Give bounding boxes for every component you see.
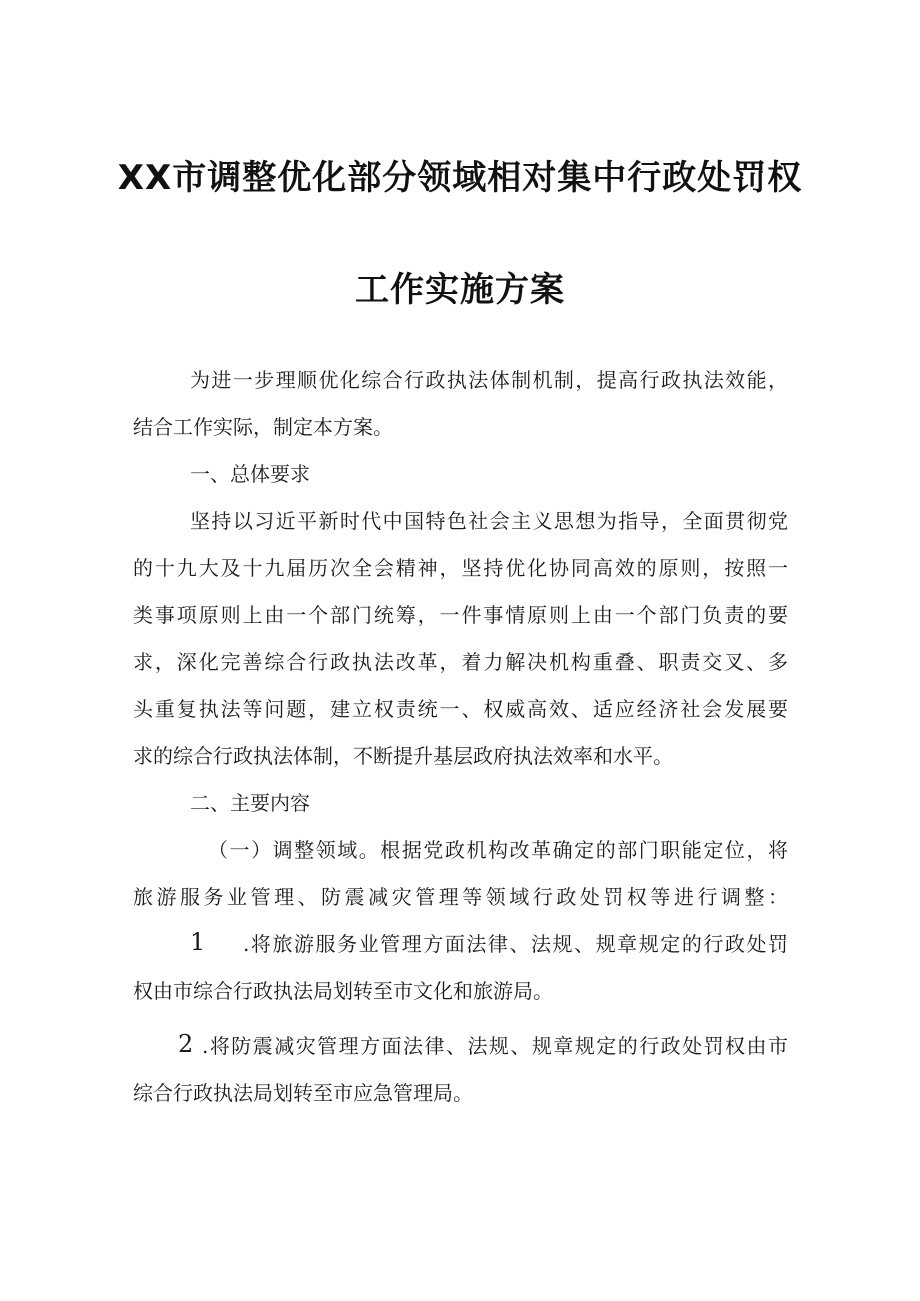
- item-1-line-2: 权由市综合行政执法局划转至市文化和旅游局。: [133, 979, 553, 1003]
- item-1-line-1: .将旅游服务业管理方面法律、法规、规章规定的行政处罚: [243, 932, 788, 956]
- section-1-line-1: 坚持以习近平新时代中国特色社会主义思想为指导，全面贯彻党: [190, 509, 788, 533]
- subsection-1-line-1: （一）调整领域。根据党政机构改革确定的部门职能定位，将: [208, 838, 788, 862]
- intro-line-1: 为进一步理顺优化综合行政执法体制机制，提高行政执法效能，: [190, 368, 788, 392]
- item-2-number: 2: [178, 1030, 194, 1058]
- document-title-line-2: 工作实施方案: [355, 270, 565, 310]
- section-1-line-3: 类事项原则上由一个部门统筹，一件事情原则上由一个部门负责的要: [133, 603, 788, 627]
- section-1-line-5: 头重复执法等问题，建立权责统一、权威高效、适应经济社会发展要: [133, 697, 788, 721]
- section-2-heading: 二、主要内容: [190, 791, 310, 815]
- item-1-number: 1: [190, 928, 206, 956]
- section-1-heading: 一、总体要求: [190, 462, 310, 486]
- section-1-line-2: 的十九大及十九届历次全会精神，坚持优化协同高效的原则，按照一: [133, 556, 788, 580]
- item-2-line-1: .将防震减灾管理方面法律、法规、规章规定的行政处罚权由市: [202, 1034, 788, 1058]
- item-2-line-2: 综合行政执法局划转至市应急管理局。: [133, 1081, 473, 1105]
- section-1-line-6: 求的综合行政执法体制，不断提升基层政府执法效率和水平。: [133, 744, 673, 768]
- section-1-line-4: 求，深化完善综合行政执法改革，着力解决机构重叠、职责交叉、多: [133, 650, 788, 674]
- document-title-line-1: XX市调整优化部分领域相对集中行政处罚权: [117, 158, 803, 198]
- intro-line-2: 结合工作实际，制定本方案。: [133, 415, 393, 439]
- subsection-1-line-2: 旅游服务业管理、防震减灾管理等领域行政处罚权等进行调整：: [133, 885, 788, 909]
